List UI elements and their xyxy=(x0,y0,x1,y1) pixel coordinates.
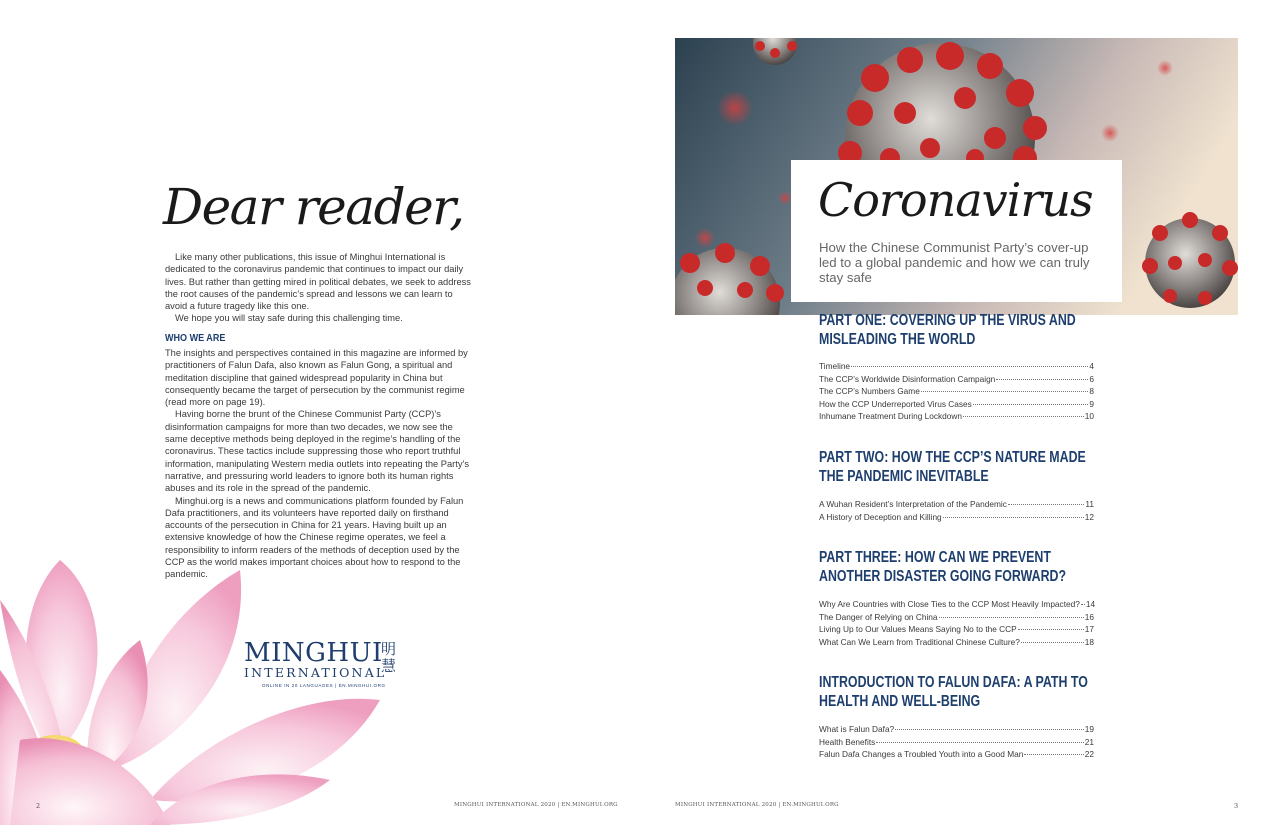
page-number-right: 3 xyxy=(1234,802,1239,810)
toc-leader xyxy=(939,617,1084,618)
toc-page: 8 xyxy=(1089,386,1094,396)
logo-sub: INTERNATIONAL xyxy=(244,665,387,680)
toc-part-three xyxy=(819,598,1094,648)
coronavirus-subtitle: How the Chinese Communist Party’s cover-up led to a global pandemic and how we can truly stay safe xyxy=(819,240,1090,285)
part-two-heading: PART TWO: HOW THE CCP’S NATURE MADE THE PANDEMIC INEVITABLE xyxy=(819,449,1086,485)
toc-title: The CCP’s Worldwide Disinformation Campaign xyxy=(819,373,996,384)
bokeh-dot xyxy=(717,90,753,126)
toc-page: 10 xyxy=(1084,411,1094,421)
toc-page: 9 xyxy=(1089,398,1094,409)
toc-title: What is Falun Dafa? xyxy=(819,724,895,734)
logo-chinese: 明慧 xyxy=(381,640,397,675)
toc-leader xyxy=(921,391,1089,392)
toc-page: 12 xyxy=(1084,511,1094,522)
toc-leader xyxy=(943,517,1084,518)
toc-entry[interactable] xyxy=(819,723,1094,736)
toc-part-one xyxy=(819,360,1094,423)
intro-paragraph: Like many other publications, this issue of Minghui International is dedicated to the coronavirus pandemic that continues to impact our daily lives. But rather than getting mired in political debates, we seek to address the root causes of the pandemic’s spread and lessons we can learn to avoid a future tragedy like this one. xyxy=(165,252,471,312)
toc-leader xyxy=(963,416,1084,417)
toc-title: Why Are Countries with Close Ties to the CCP Most Heavily Impacted? xyxy=(819,599,1080,609)
logo-main: MINGHUI xyxy=(244,638,383,668)
toc-leader xyxy=(876,742,1083,743)
toc-page: 22 xyxy=(1084,749,1094,759)
part-one-heading: PART ONE: COVERING UP THE VIRUS AND MISLEADING THE WORLD xyxy=(819,312,1076,348)
page-number-left: 2 xyxy=(36,802,41,810)
right-page xyxy=(637,0,1275,825)
toc-entry[interactable] xyxy=(819,611,1094,624)
toc-page: 6 xyxy=(1089,373,1094,384)
footer-left: MINGHUI INTERNATIONAL 2020 | EN.MINGHUI.ORG xyxy=(454,802,618,808)
toc-entry[interactable] xyxy=(819,748,1094,761)
intro-paragraph: We hope you will stay safe during this challenging time. xyxy=(175,313,403,324)
bokeh-dot xyxy=(695,228,715,248)
toc-title: A Wuhan Resident’s Interpretation of the Pandemic xyxy=(819,499,1007,509)
toc-leader xyxy=(851,366,1088,367)
toc-entry[interactable] xyxy=(819,498,1094,511)
footer-right: MINGHUI INTERNATIONAL 2020 | EN.MINGHUI.ORG xyxy=(675,802,839,808)
toc-title: A History of Deception and Killing xyxy=(819,511,942,522)
bokeh-dot xyxy=(1101,124,1119,142)
left-page xyxy=(0,0,637,825)
toc-entry[interactable] xyxy=(819,410,1094,423)
bokeh-dot xyxy=(778,191,792,205)
toc-title: Living Up to Our Values Means Saying No to the CCP xyxy=(819,624,1017,634)
toc-title: What Can We Learn from Traditional Chinese Culture? xyxy=(819,636,1020,647)
toc-leader xyxy=(895,729,1084,730)
toc-title: Health Benefits xyxy=(819,736,876,747)
toc-title: Timeline xyxy=(819,361,851,371)
logo-tagline: ONLINE IN 20 LANGUAGES | EN.MINGHUI.ORG xyxy=(262,683,386,688)
toc-page: 21 xyxy=(1084,736,1094,747)
toc-leader xyxy=(1008,504,1085,505)
toc-title: How the CCP Underreported Virus Cases xyxy=(819,398,972,409)
toc-leader xyxy=(973,404,1089,405)
toc-title: Inhumane Treatment During Lockdown xyxy=(819,411,962,421)
intro-text xyxy=(165,251,475,325)
toc-entry[interactable] xyxy=(819,398,1094,411)
toc-page: 18 xyxy=(1084,636,1094,647)
toc-title: Falun Dafa Changes a Troubled Youth into a Good Man xyxy=(819,749,1024,759)
toc-entry[interactable] xyxy=(819,736,1094,749)
toc-leader xyxy=(1018,629,1084,630)
toc-entry[interactable] xyxy=(819,623,1094,636)
who-paragraph: Having borne the brunt of the Chinese Communist Party (CCP)’s disinformation campaigns for more than two decades, we now see the same deceptive methods being deployed in the regime’s handling of the coronavirus. These tactics include suppressing those who report truthful information, manipulating Western media outlets into repeating the Party’s narrative, and pressuring world leaders to ignore both its human rights abuses and its role in the spread of the pandemic. xyxy=(165,409,470,494)
bokeh-dot xyxy=(1157,60,1173,76)
toc-leader xyxy=(1021,642,1084,643)
toc-page: 19 xyxy=(1084,724,1094,734)
part-three-heading: PART THREE: HOW CAN WE PREVENT ANOTHER DISASTER GOING FORWARD? xyxy=(819,549,1067,585)
toc-leader xyxy=(1081,604,1085,605)
toc-page: 4 xyxy=(1089,361,1094,371)
toc-entry[interactable] xyxy=(819,360,1094,373)
who-paragraph: Minghui.org is a news and communications platform founded by Falun Dafa practitioners, and its volunteers have reported daily on firsthand accounts of the persecution in China for 21 years. Having built up an extensive knowledge of how the Chinese regime operates, we feel a responsibility to inform readers of the methods of deception used by the CCP as the world makes important choices about how to respond to the pandemic. xyxy=(165,495,464,580)
page-title: Dear reader, xyxy=(163,178,464,236)
toc-title: The Danger of Relying on China xyxy=(819,611,938,622)
toc-entry[interactable] xyxy=(819,511,1094,524)
who-we-are-heading: WHO WE ARE xyxy=(165,332,226,344)
minghui-logo xyxy=(244,640,404,688)
toc-entry[interactable] xyxy=(819,636,1094,649)
toc-leader xyxy=(996,379,1088,380)
toc-entry[interactable] xyxy=(819,373,1094,386)
toc-page: 16 xyxy=(1084,611,1094,622)
coronavirus-title: Coronavirus xyxy=(818,173,1093,227)
toc-entry[interactable] xyxy=(819,385,1094,398)
toc-page: 11 xyxy=(1085,499,1094,509)
toc-leader xyxy=(1024,754,1083,755)
toc-part-two xyxy=(819,498,1094,523)
toc-entry[interactable] xyxy=(819,598,1094,611)
toc-title: The CCP’s Numbers Game xyxy=(819,386,920,396)
toc-introduction xyxy=(819,723,1094,761)
toc-page: 14 xyxy=(1085,599,1096,609)
introduction-heading: INTRODUCTION TO FALUN DAFA: A PATH TO HEALTH AND WELL-BEING xyxy=(819,674,1088,710)
who-paragraph: The insights and perspectives contained in this magazine are informed by practitioners of Falun Dafa, also known as Falun Gong, a spiritual and meditation discipline that gained widespread popularity in China but consequently became the target of persecution by the communist regime (read more on page 19). xyxy=(165,348,468,408)
toc-page: 17 xyxy=(1084,624,1094,634)
